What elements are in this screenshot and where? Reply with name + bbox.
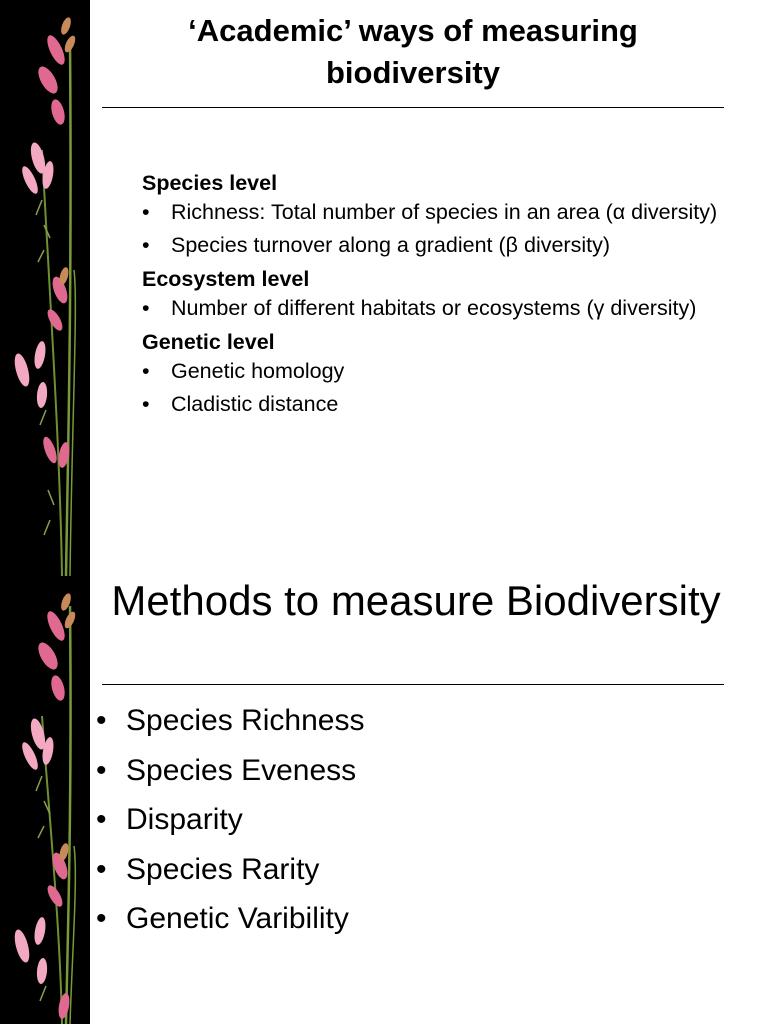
list-item	[142, 231, 732, 259]
list-item	[96, 795, 736, 845]
bullet-text: Richness: Total number of species in an area (α diversity)	[171, 200, 718, 224]
slide-body	[142, 168, 732, 423]
flower-stem-image	[0, 0, 90, 576]
bullet-icon: •	[142, 200, 150, 224]
slide-body	[96, 696, 736, 944]
title-divider	[102, 684, 724, 685]
bullet-icon: •	[96, 753, 107, 787]
list-item	[96, 894, 736, 944]
bullet-icon: •	[96, 902, 107, 935]
bullet-text: Species turnover along a gradient (β diversity)	[171, 233, 610, 257]
sidebar-flower-decoration	[0, 576, 90, 1024]
section-heading-ecosystem: Ecosystem level	[142, 267, 310, 291]
list-item	[142, 198, 732, 226]
bullet-icon: •	[142, 233, 150, 257]
list-item	[96, 696, 736, 746]
bullet-icon: •	[142, 359, 150, 383]
bullet-list-ecosystem	[142, 294, 732, 322]
bullet-text: Number of different habitats or ecosystems (γ diversity)	[171, 296, 697, 320]
list-item	[142, 357, 732, 385]
list-item	[96, 845, 736, 895]
bullet-list-methods	[96, 696, 736, 944]
bullet-text: Species Richness	[126, 704, 365, 737]
bullet-list-genetic	[142, 357, 732, 418]
bullet-icon: •	[96, 704, 107, 737]
bullet-text: Genetic homology	[171, 359, 345, 383]
slide-title: Methods to measure Biodiversity	[111, 577, 721, 624]
bullet-text: Species Eveness	[126, 753, 357, 787]
sidebar-flower-decoration	[0, 0, 90, 576]
list-item	[142, 294, 732, 322]
flower-stem-image	[0, 576, 90, 1024]
bullet-icon: •	[96, 852, 107, 886]
slide-title: ‘Academic’ ways of measuring biodiversity	[188, 13, 638, 90]
section-heading-genetic: Genetic level	[142, 330, 275, 354]
bullet-text: Species Rarity	[126, 852, 320, 886]
title-divider	[102, 107, 724, 108]
bullet-icon: •	[142, 296, 150, 320]
bullet-text: Disparity	[126, 803, 243, 836]
bullet-icon: •	[142, 392, 150, 416]
section-heading-species: Species level	[142, 171, 278, 195]
bullet-text: Genetic Varibility	[126, 902, 349, 935]
bullet-icon: •	[96, 803, 107, 836]
list-item	[96, 746, 736, 796]
list-item	[142, 390, 732, 418]
slide-methods	[0, 576, 768, 1024]
bullet-text: Cladistic distance	[171, 392, 339, 416]
bullet-list-species	[142, 198, 732, 259]
